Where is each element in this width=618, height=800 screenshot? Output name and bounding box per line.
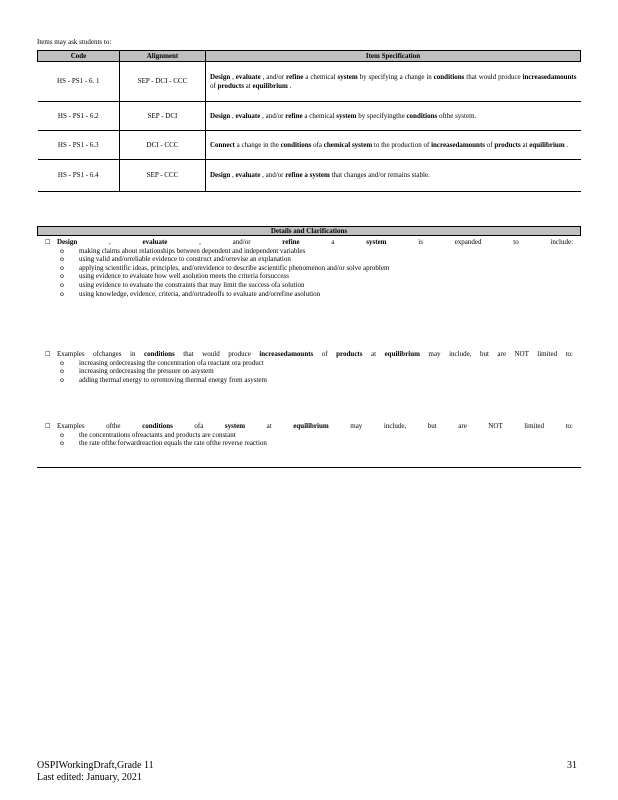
bold-term: conditions [143, 350, 175, 358]
text-run: that changes and/or remains stable. [329, 171, 430, 179]
list-item-text: applying scientific ideas, principles, and/orevidence to describe ascientific phenomenon and/or solve aproblem [79, 263, 390, 272]
list-item-text: making claims about relationships between dependent and independent variables [79, 246, 306, 255]
square-bullet-icon: □ [45, 422, 51, 429]
circle-bullet-icon: o [60, 280, 64, 289]
list-item [43, 281, 573, 290]
bold-term: system [337, 72, 358, 81]
details-lead [43, 350, 573, 359]
text-run: a chemical [303, 72, 338, 81]
code-cell: HS - PS1 - 6. 1 [38, 62, 120, 102]
alignment-cell: SEP - DCI [120, 102, 206, 131]
bold-term: equilibrium [252, 81, 288, 90]
circle-bullet-icon: o [60, 430, 64, 439]
text-run: ofa [172, 422, 225, 430]
item-spec-cell [206, 62, 581, 102]
list-item-text: increasing ordecreasing the concentration ofa reactant ora product [79, 358, 264, 367]
code-cell: HS - PS1 - 6.3 [38, 131, 120, 160]
list-item [43, 272, 573, 281]
alignment-cell: SEP - CCC [120, 160, 206, 192]
bold-term: evaluate [235, 72, 261, 81]
square-bullet-icon: □ [45, 238, 51, 245]
list-item [43, 359, 573, 368]
text-run: Examples ofthe [57, 422, 143, 430]
alignment-cell: DCI - CCC [120, 131, 206, 160]
details-block [43, 422, 573, 448]
code-cell: HS - PS1 - 6.2 [38, 102, 120, 131]
circle-bullet-icon: o [60, 255, 64, 264]
table-row [38, 160, 581, 192]
list-item-text: using evidence to evaluate how well asolution meets the criteria forsuccess [79, 272, 289, 281]
bold-term: equilibrium [293, 422, 329, 430]
list-item [43, 439, 573, 448]
table-row [38, 62, 581, 102]
bold-term: conditions [433, 72, 465, 81]
item-spec-table [37, 50, 581, 192]
text-run: . [287, 81, 292, 90]
item-spec-cell [206, 131, 581, 160]
circle-bullet-icon: o [60, 439, 64, 448]
list-item-text: using evidence to evaluate the constraints that may limit the success ofa solution [79, 280, 305, 289]
text-run: ofthe system. [437, 111, 477, 120]
text-run: is expanded to include: [386, 238, 574, 246]
text-run: a [299, 238, 367, 246]
bold-term: evaluate [235, 111, 261, 120]
text-run: of [485, 140, 495, 149]
list-item [43, 255, 573, 264]
text-run: that would produce [464, 72, 523, 81]
bold-term: conditions [406, 111, 438, 120]
square-bullet-icon: □ [45, 350, 51, 357]
footer-edited: Last edited: January, 2021 [37, 772, 142, 783]
details-lead [43, 238, 573, 247]
table-header-row [38, 51, 581, 62]
bold-term: products [494, 140, 521, 149]
text-run: that would produce [174, 350, 260, 358]
bold-term: Design [57, 238, 78, 246]
bold-term: conditions [142, 422, 173, 430]
text-run: may include, but are NOT limited to: [419, 350, 573, 358]
details-header: Details and Clarifications [37, 226, 581, 236]
details-block [43, 350, 573, 384]
item-spec-cell [206, 160, 581, 192]
bold-term: Connect [210, 140, 235, 149]
circle-bullet-icon: o [60, 263, 64, 272]
text-run: by specifying a change in [357, 72, 434, 81]
table-row [38, 102, 581, 131]
table-row [38, 131, 581, 160]
bold-term: system [336, 111, 357, 120]
list-item-text: using knowledge, evidence, criteria, and/ortradeoffs to evaluate and/orrefine asolution [79, 289, 321, 298]
text-run: , and/or [260, 111, 286, 120]
text-run: , and/or [260, 171, 286, 179]
details-block [43, 238, 573, 298]
text-run: , and/or [167, 238, 283, 246]
text-run: ofa [311, 140, 324, 149]
text-run: , [230, 111, 236, 120]
bold-term: Design [210, 111, 231, 120]
item-spec-cell [206, 102, 581, 131]
item-spec-header: Item Specification [206, 51, 581, 62]
bold-term: evaluate [142, 238, 168, 246]
text-run: a chemical [302, 111, 337, 120]
text-run: at [520, 140, 530, 149]
list-item [43, 264, 573, 273]
list-item-text: using valid and/orreliable evidence to construct and/orrevise an explanation [79, 255, 291, 264]
code-cell: HS - PS1 - 6.4 [38, 160, 120, 192]
bold-term: Design [210, 171, 231, 179]
bold-term: system [351, 140, 373, 149]
text-run: of [210, 81, 218, 90]
text-run: , and/or [260, 72, 287, 81]
list-item-text: the rate ofthe forwardreaction equals the rate ofthe reverse reaction [79, 439, 267, 448]
bold-term: increasedamounts [431, 140, 486, 149]
footer-title: OSPIWorkingDraft,Grade 11 [37, 760, 154, 771]
text-run: . [564, 140, 569, 149]
page-number: 31 [567, 760, 577, 771]
bold-term: increasedamounts [522, 72, 577, 81]
text-run: , [230, 72, 236, 81]
circle-bullet-icon: o [60, 246, 64, 255]
bold-term: Design [210, 72, 231, 81]
list-item [43, 376, 573, 385]
bold-term: conditions [280, 140, 312, 149]
bold-term: a system [304, 171, 330, 179]
bold-term: refine [282, 238, 300, 246]
list-item-text: adding thermal energy to orremoving thermal energy from asystem [79, 375, 267, 384]
text-run: at [243, 81, 253, 90]
list-item [43, 431, 573, 440]
details-lead [43, 422, 573, 431]
circle-bullet-icon: o [60, 272, 64, 281]
alignment-header: Alignment [120, 51, 206, 62]
text-run: , [77, 238, 143, 246]
circle-bullet-icon: o [60, 358, 64, 367]
details-section [37, 236, 581, 468]
text-run: may include, but are NOT limited to: [328, 422, 573, 430]
text-run: of [313, 350, 337, 358]
bold-term: refine [285, 111, 303, 120]
footer [37, 760, 154, 784]
text-run: a change in the [234, 140, 281, 149]
circle-bullet-icon: o [60, 367, 64, 376]
code-header: Code [38, 51, 120, 62]
text-run: by specifyingthe [356, 111, 407, 120]
bold-term: evaluate [235, 171, 261, 179]
list-item-text: the concentrations ofreactants and products are constant [79, 430, 236, 439]
text-run: to the production of [372, 140, 432, 149]
circle-bullet-icon: o [60, 375, 64, 384]
list-item-text: increasing ordecreasing the pressure on asystem [79, 367, 214, 376]
bold-term: refine [285, 171, 303, 179]
intro-text: Items may ask students to: [37, 38, 112, 46]
text-run: Examples ofchanges in [57, 350, 144, 358]
text-run: at [362, 350, 385, 358]
bold-term: equilibrium [529, 140, 565, 149]
bold-term: refine [286, 72, 304, 81]
alignment-cell: SEP - DCI - CCC [120, 62, 206, 102]
text-run: at [245, 422, 294, 430]
bold-term: chemical [323, 140, 351, 149]
list-item [43, 247, 573, 256]
bold-term: system [366, 238, 387, 246]
bold-term: products [217, 81, 244, 90]
bold-term: increasedamounts [259, 350, 314, 358]
list-item [43, 290, 573, 299]
bold-term: equilibrium [384, 350, 420, 358]
text-run: , [230, 171, 236, 179]
list-item [43, 367, 573, 376]
bold-term: products [336, 350, 363, 358]
circle-bullet-icon: o [60, 289, 64, 298]
bold-term: system [224, 422, 246, 430]
